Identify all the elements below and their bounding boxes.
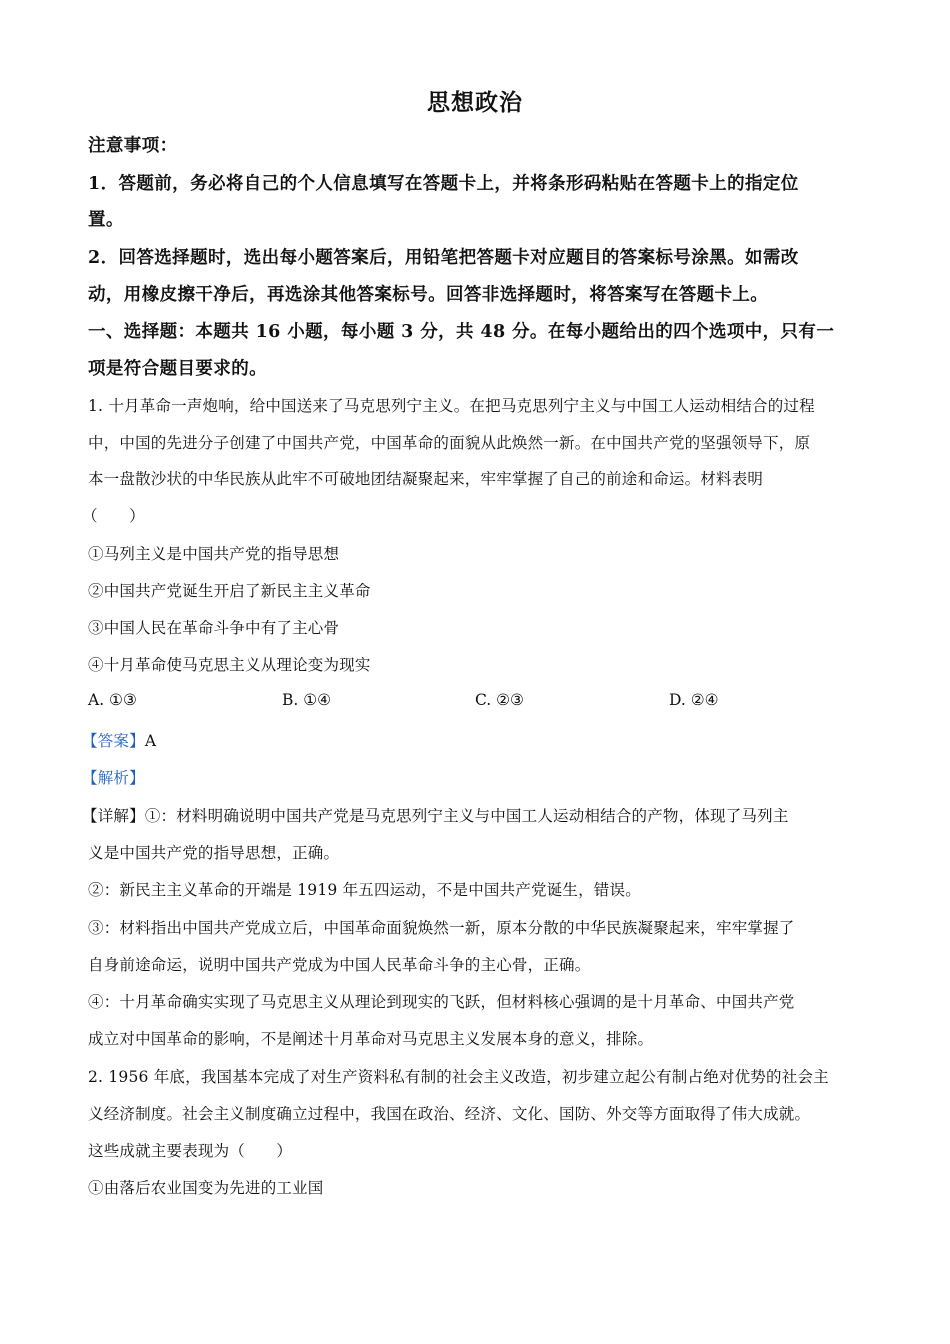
q1-detail-2: ②：新民主主义革命的开端是 1919 年五四运动，不是中国共产党诞生，错误。 bbox=[88, 881, 641, 899]
q1-item: ②中国共产党诞生开启了新民主主义革命 bbox=[88, 582, 371, 600]
detail-text: ①：材料明确说明中国共产党是马克思列宁主义与中国工人运动相结合的产物，体现了马列主 bbox=[144, 807, 789, 825]
q1-item: ③中国人民在革命斗争中有了主心骨 bbox=[88, 619, 340, 637]
q1-detail-4-line-2: 成立对中国革命的影响，不是阐述十月革命对马克思主义发展本身的意义，排除。 bbox=[88, 1030, 654, 1048]
answer-tag: 【答案】 bbox=[82, 732, 145, 750]
q1-stem-line-2: 中，中国的先进分子创建了中国共产党，中国革命的面貌从此焕然一新。在中国共产党的坚强领导下，原 bbox=[88, 434, 811, 452]
q1-answer-bracket: （ ） bbox=[82, 507, 145, 525]
notice-item-2-line-1: 2．回答选择题时，选出每小题答案后，用铅笔把答题卡对应题目的答案标号涂黑。如需改 bbox=[88, 248, 799, 268]
q1-detail-3-line-2: 自身前途命运，说明中国共产党成为中国人民革命斗争的主心骨，正确。 bbox=[88, 956, 591, 974]
section-heading-line-1: 一、选择题：本题共 16 小题，每小题 3 分，共 48 分。在每小题给出的四个选项中，只有一 bbox=[88, 322, 835, 342]
notice-item-1-line-2: 置。 bbox=[88, 210, 124, 230]
page-title: 思想政治 bbox=[427, 89, 523, 116]
q1-item: ④十月革命使马克思主义从理论变为现实 bbox=[88, 656, 371, 674]
q2-stem-line-1: 2. 1956 年底，我国基本完成了对生产资料私有制的社会主义改造，初步建立起公有制占绝对优势的社会主 bbox=[88, 1068, 829, 1086]
q2-stem-line-3: 这些成就主要表现为（ ） bbox=[88, 1142, 293, 1160]
q1-detail-line-2: 义是中国共产党的指导思想，正确。 bbox=[88, 844, 340, 862]
q1-detail-4-line-1: ④：十月革命确实实现了马克思主义从理论到现实的飞跃，但材料核心强调的是十月革命、中国共产党 bbox=[88, 993, 795, 1011]
notice-item-1-line-1: 1．答题前，务必将自己的个人信息填写在答题卡上，并将条形码粘贴在答题卡上的指定位 bbox=[88, 174, 799, 194]
q2-stem-line-2: 义经济制度。社会主义制度确立过程中，我国在政治、经济、文化、国防、外交等方面取得了伟大成就。 bbox=[88, 1105, 811, 1123]
q1-option-b: B. ①④ bbox=[282, 691, 332, 709]
section-heading-line-2: 项是符合题目要求的。 bbox=[88, 359, 267, 379]
q1-stem-line-1: 1. 十月革命一声炮响，给中国送来了马克思列宁主义。在把马克思列宁主义与中国工人运动相结合的过程 bbox=[88, 397, 815, 415]
notice-item-2-line-2: 动，用橡皮擦干净后，再选涂其他答案标号。回答非选择题时，将答案写在答题卡上。 bbox=[88, 285, 769, 305]
q1-option-d: D. ②④ bbox=[669, 691, 719, 709]
detail-tag: 【详解】 bbox=[82, 807, 145, 825]
answer-value: A bbox=[144, 732, 157, 750]
q1-option-a: A. ①③ bbox=[88, 691, 137, 709]
q1-stem-line-3: 本一盘散沙状的中华民族从此牢不可破地团结凝聚起来，牢牢掌握了自己的前途和命运。材料表明 bbox=[88, 470, 764, 488]
q1-answer-row bbox=[82, 729, 156, 751]
q1-option-c: C. ②③ bbox=[475, 691, 524, 709]
q1-detail-3-line-1: ③：材料指出中国共产党成立后，中国革命面貌焕然一新，原本分散的中华民族凝聚起来，牢牢掌握了 bbox=[88, 919, 795, 937]
notice-heading: 注意事项： bbox=[88, 136, 178, 156]
q1-item: ①马列主义是中国共产党的指导思想 bbox=[88, 545, 340, 563]
q2-item-1: ①由落后农业国变为先进的工业国 bbox=[88, 1179, 324, 1197]
analysis-tag: 【解析】 bbox=[82, 769, 145, 787]
q1-detail-line-1 bbox=[82, 804, 789, 826]
